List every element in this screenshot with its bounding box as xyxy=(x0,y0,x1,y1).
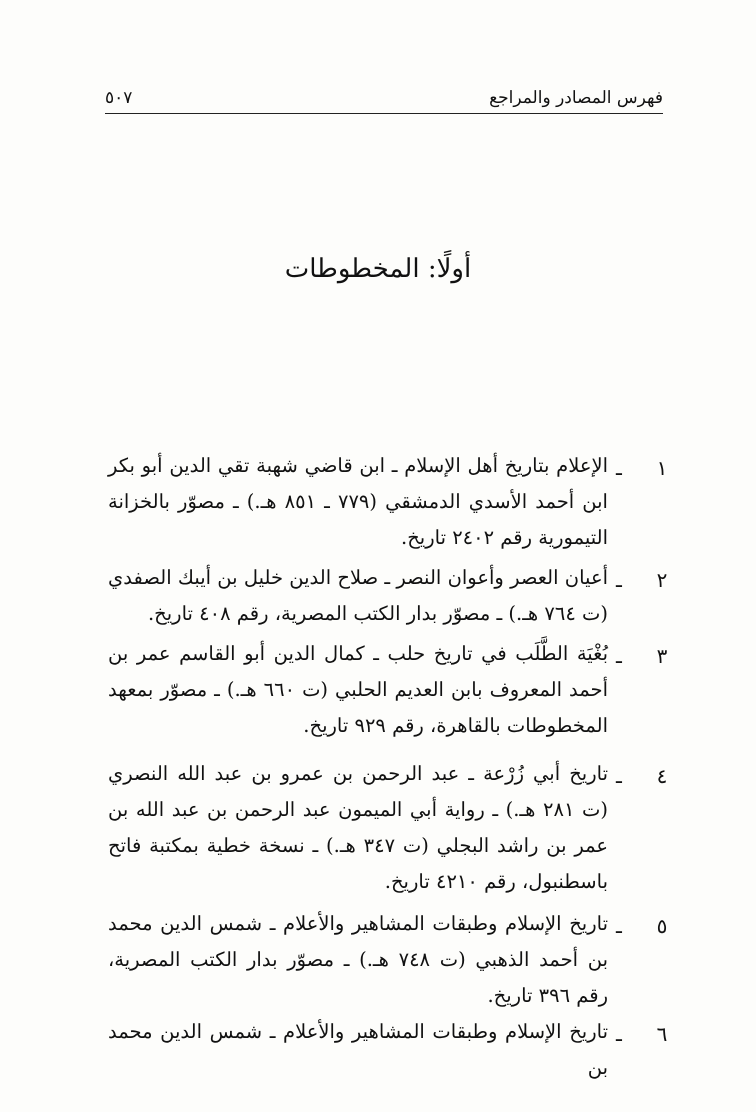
entry-dash: ـ xyxy=(616,914,622,938)
entry-number: ٥ xyxy=(656,914,668,938)
running-header xyxy=(105,86,663,112)
page-number: ٥٠٧ xyxy=(105,88,133,108)
entry-dash: ـ xyxy=(616,644,622,668)
entry-text: الإعلام بتاريخ أهل الإسلام ـ ابن قاضي شهبة تقي الدين أبو بكر ابن أحمد الأسدي الدمشقي (٧٧٩ ـ ٨٥١ هـ.) ـ مصوّر بالخزانة التيمورية رقم ٢٤٠٢ تاريخ. xyxy=(108,454,608,549)
entry-number: ١ xyxy=(656,456,668,480)
entry-number: ٣ xyxy=(656,644,668,668)
header-title: فهرس المصادر والمراجع xyxy=(489,88,663,108)
entry-dash: ـ xyxy=(616,764,622,788)
entry-text: تاريخ الإسلام وطبقات المشاهير والأعلام ـ شمس الدين محمد بن أحمد الذهبي (ت ٧٤٨ هـ.) ـ مصوّر بدار الكتب المصرية، رقم ٣٩٦ تاريخ. xyxy=(108,912,609,1007)
entry-dash: ـ xyxy=(616,568,622,592)
entry-number: ٦ xyxy=(656,1022,668,1046)
entry-text: أعيان العصر وأعوان النصر ـ صلاح الدين خليل بن أيبك الصفدي (ت ٧٦٤ هـ.) ـ مصوّر بدار الكتب المصرية، رقم ٤٠٨ تاريخ. xyxy=(108,566,608,625)
entry-number: ٤ xyxy=(656,764,668,788)
entry-text: تاريخ أبي زُرْعة ـ عبد الرحمن بن عمرو بن عبد الله النصري (ت ٢٨١ هـ.) ـ رواية أبي الميمون عبد الرحمن بن عبد الله بن عمر بن راشد البجلي (ت ٣٤٧ هـ.) ـ نسخة خطية بمكتبة فاتح باسطنبول، رقم ٤٢١٠ تاريخ. xyxy=(108,762,608,893)
entry-number: ٢ xyxy=(656,568,668,592)
section-heading: أولًا: المخطوطات xyxy=(284,254,472,284)
entry-dash: ـ xyxy=(616,1022,622,1046)
entry-text: تاريخ الإسلام وطبقات المشاهير والأعلام ـ شمس الدين محمد بن xyxy=(108,1020,608,1079)
header-rule xyxy=(105,113,663,114)
entry-dash: ـ xyxy=(616,456,622,480)
entry-text: بُغْيَة الطَّلَب في تاريخ حلب ـ كمال الدين أبو القاسم عمر بن أحمد المعروف بابن العديم الحلبي (ت ٦٦٠ هـ.) ـ مصوّر بمعهد المخطوطات بالقاهرة، رقم ٩٢٩ تاريخ. xyxy=(108,642,608,737)
